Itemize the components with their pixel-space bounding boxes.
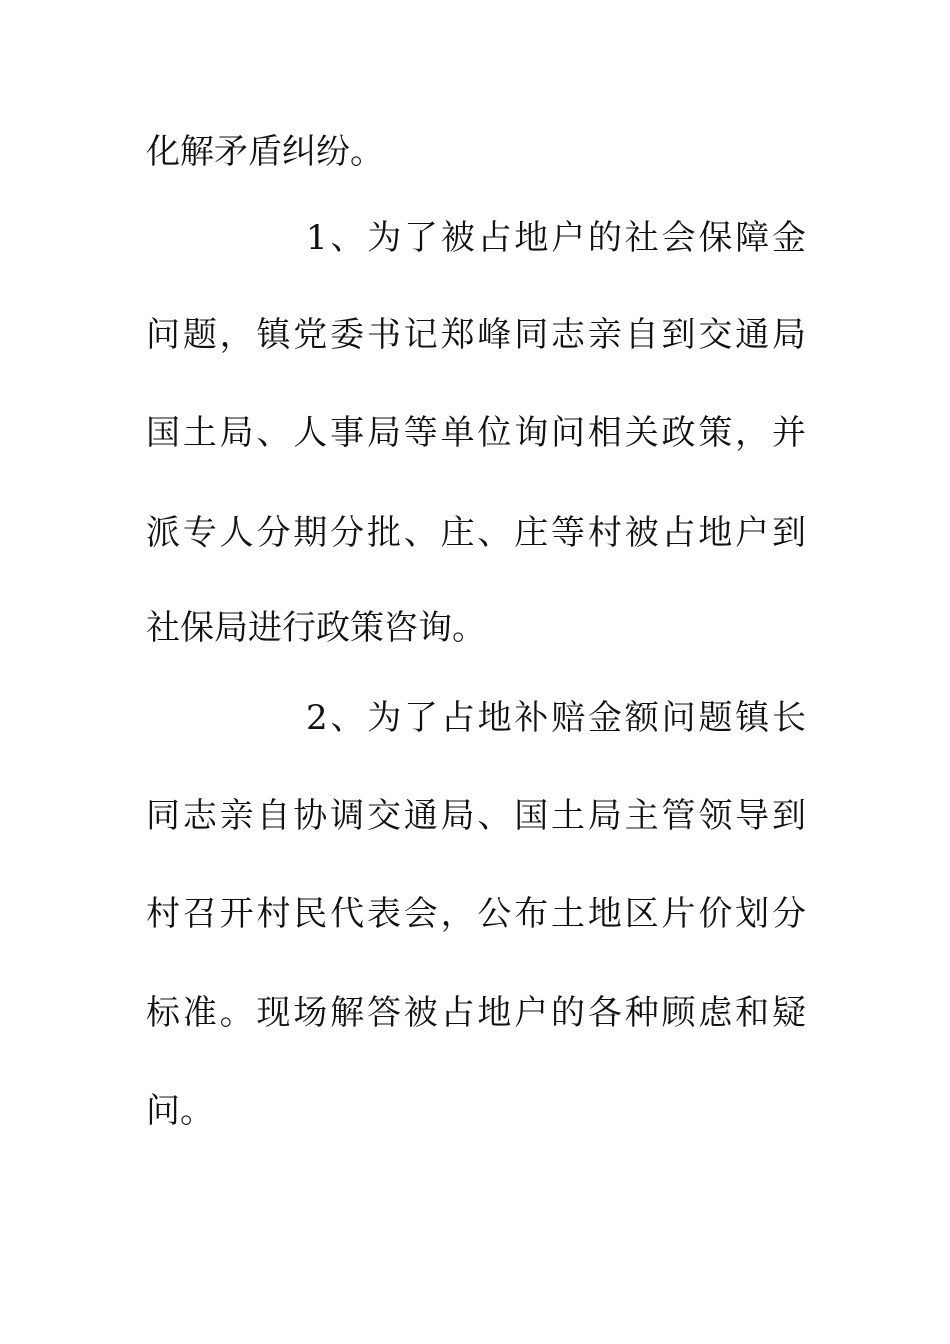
paragraph-line: 同志亲自协调交通局、国土局主管领导到 xyxy=(146,796,806,836)
paragraph-line: 国土局、人事局等单位询问相关政策，并 xyxy=(146,413,806,453)
paragraph-line: 派专人分期分批、庄、庄等村被占地户到 xyxy=(146,513,806,553)
paragraph-line: 化解矛盾纠纷。 xyxy=(146,132,384,172)
paragraph-line: 村召开村民代表会，公布土地区片价划分 xyxy=(146,894,806,934)
paragraph-line: 问。 xyxy=(146,1091,214,1131)
paragraph-line: 社保局进行政策咨询。 xyxy=(146,608,486,648)
paragraph-line: 2、为了占地补赔金额问题镇长 xyxy=(306,698,806,738)
paragraph-line: 问题，镇党委书记郑峰同志亲自到交通局 xyxy=(146,315,806,355)
paragraph-line: 1、为了被占地户的社会保障金 xyxy=(306,218,806,258)
paragraph-line: 标准。现场解答被占地户的各种顾虑和疑 xyxy=(146,993,806,1033)
